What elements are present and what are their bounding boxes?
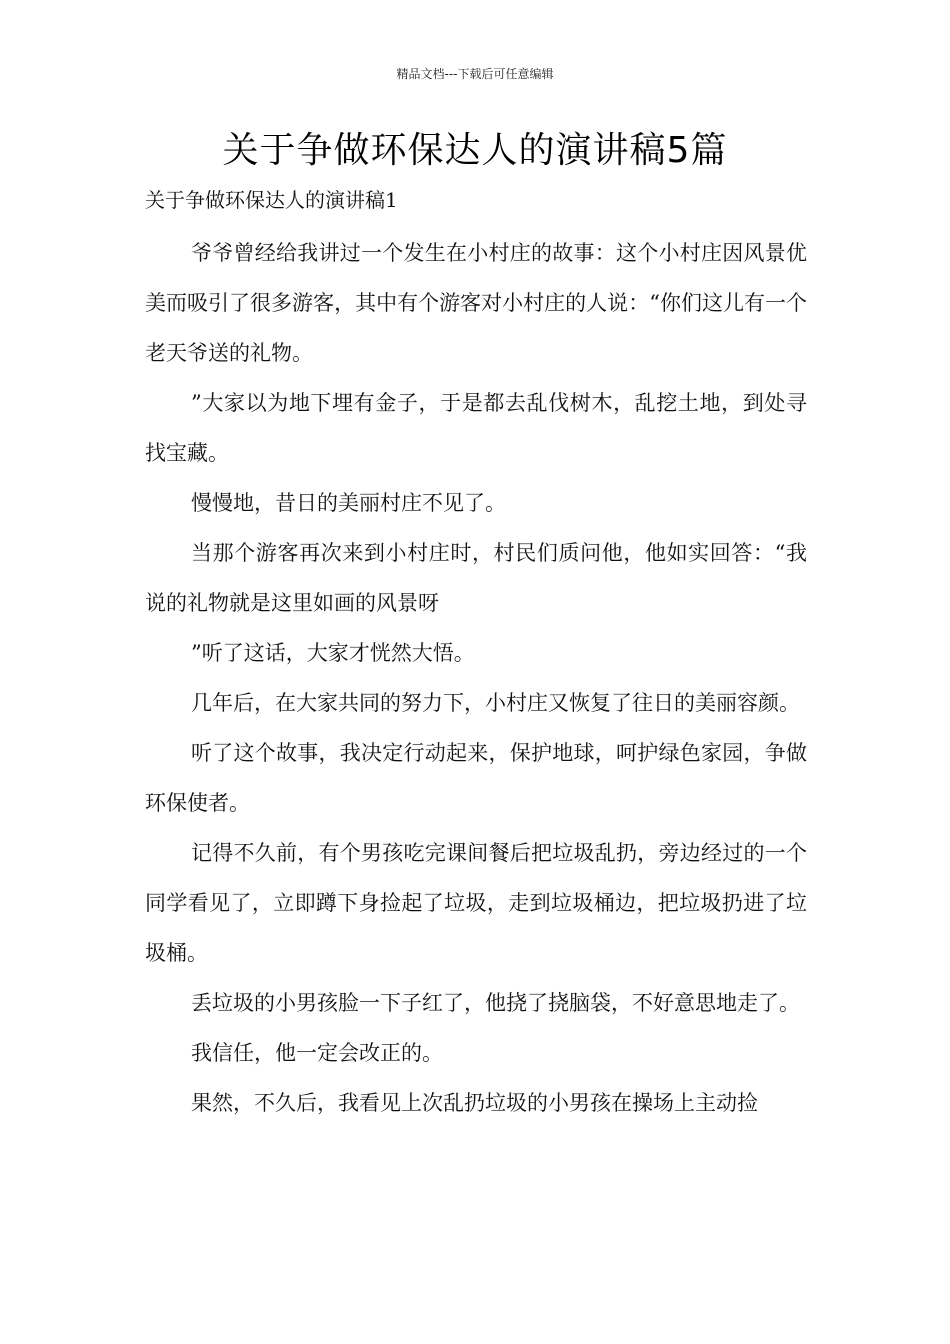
paragraph: 当那个游客再次来到小村庄时，村民们质问他，他如实回答：“我说的礼物就是这里如画的风景呀 xyxy=(145,541,807,615)
document-title: 关于争做环保达人的演讲稿5篇 xyxy=(222,130,728,171)
header-note: 精品文档---下载后可任意编辑 xyxy=(396,67,554,81)
paragraph: 记得不久前，有个男孩吃完课间餐后把垃圾乱扔，旁边经过的一个同学看见了，立即蹲下身捡起了垃圾，走到垃圾桶边，把垃圾扔进了垃圾桶。 xyxy=(145,841,807,965)
paragraph: 丢垃圾的小男孩脸一下子红了，他挠了挠脑袋，不好意思地走了。 xyxy=(191,991,800,1015)
section-heading: 关于争做环保达人的演讲稿1 xyxy=(145,188,398,212)
paragraph: 爷爷曾经给我讲过一个发生在小村庄的故事：这个小村庄因风景优美而吸引了很多游客，其中有个游客对小村庄的人说：“你们这儿有一个老天爷送的礼物。 xyxy=(145,241,807,365)
paragraph: 慢慢地，昔日的美丽村庄不见了。 xyxy=(191,491,506,515)
paragraph: 果然，不久后，我看见上次乱扔垃圾的小男孩在操场上主动捡 xyxy=(191,1091,758,1115)
paragraph: ”听了这话，大家才恍然大悟。 xyxy=(191,641,475,665)
paragraph: 几年后，在大家共同的努力下，小村庄又恢复了往日的美丽容颜。 xyxy=(191,691,800,715)
body-text xyxy=(145,228,807,1128)
paragraph: 我信任，他一定会改正的。 xyxy=(191,1041,443,1065)
paragraph: 听了这个故事，我决定行动起来，保护地球，呵护绿色家园，争做环保使者。 xyxy=(145,741,807,815)
paragraph: ”大家以为地下埋有金子，于是都去乱伐树木，乱挖土地，到处寻找宝藏。 xyxy=(145,391,807,465)
